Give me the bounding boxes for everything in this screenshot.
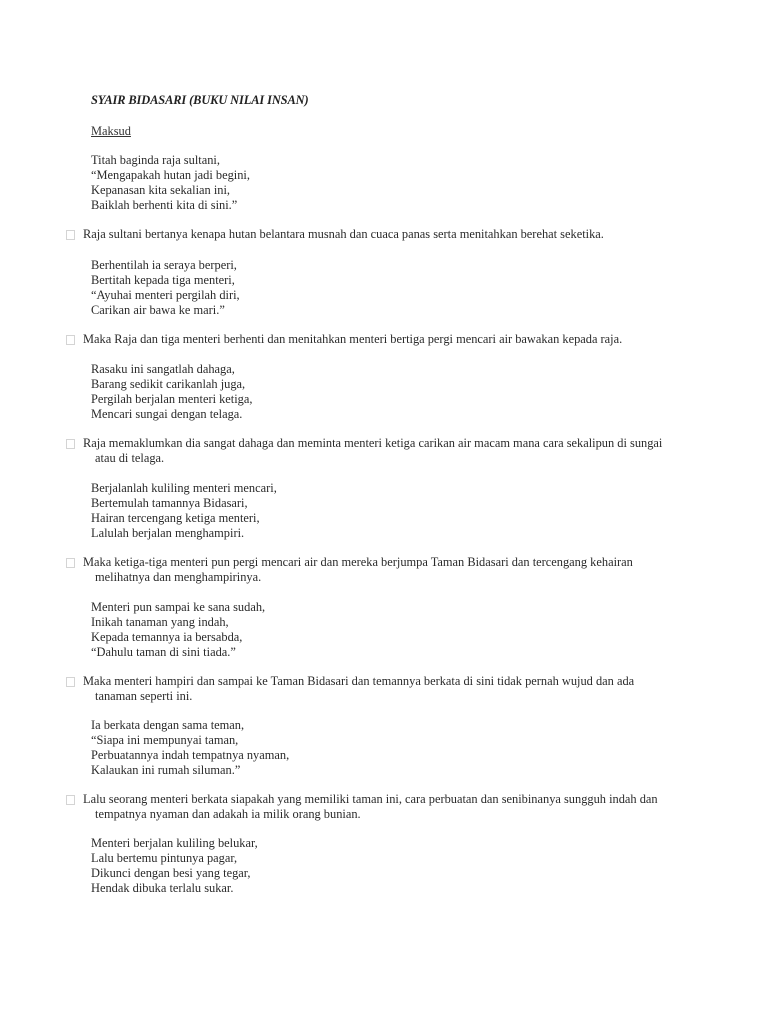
stanza-line: Hairan tercengang ketiga menteri, <box>91 511 260 525</box>
stanza-line: Lalu bertemu pintunya pagar, <box>91 851 238 865</box>
explanation-5 <box>66 674 678 704</box>
stanza-line: Baiklah berhenti kita di sini.” <box>91 198 238 212</box>
empty-square-bullet-icon <box>66 795 75 805</box>
stanza-4 <box>91 481 391 541</box>
explanation-text <box>83 227 678 242</box>
explanation-text <box>83 436 678 466</box>
stanza-line: “Mengapakah hutan jadi begini, <box>91 168 250 182</box>
empty-square-bullet-icon <box>66 335 75 345</box>
explanation-text <box>83 674 678 704</box>
explanation-line: Lalu seorang menteri berkata siapakah yang memiliki taman ini, cara perbuatan dan senibinanya sungguh indah dan <box>83 792 658 806</box>
explanation-line: tempatnya nyaman dan adakah ia milik orang bunian. <box>95 807 361 821</box>
stanza-line: “Ayuhai menteri pergilah diri, <box>91 288 240 302</box>
stanza-line: “Siapa ini mempunyai taman, <box>91 733 239 747</box>
explanation-line: tanaman seperti ini. <box>95 689 193 703</box>
explanation-text <box>83 555 678 585</box>
stanza-line: Inikah tanaman yang indah, <box>91 615 229 629</box>
empty-square-bullet-icon <box>66 558 75 568</box>
explanation-text <box>83 792 678 822</box>
explanation-2 <box>66 332 678 347</box>
stanza-2 <box>91 258 391 318</box>
document-title: SYAIR BIDASARI (BUKU NILAI INSAN) <box>91 93 309 107</box>
stanza-3 <box>91 362 391 422</box>
explanation-line: Maka menteri hampiri dan sampai ke Taman Bidasari dan temannya berkata di sini tidak pernah wujud dan ada <box>83 674 635 688</box>
stanza-line: Mencari sungai dengan telaga. <box>91 407 243 421</box>
stanza-line: Hendak dibuka terlalu sukar. <box>91 881 234 895</box>
stanza-line: Kalaukan ini rumah siluman.” <box>91 763 241 777</box>
stanza-line: Perbuatannya indah tempatnya nyaman, <box>91 748 290 762</box>
stanza-line: Berjalanlah kuliling menteri mencari, <box>91 481 277 495</box>
stanza-6 <box>91 718 391 778</box>
explanation-line: Maka ketiga-tiga menteri pun pergi mencari air dan mereka berjumpa Taman Bidasari dan tercengang kehairan <box>83 555 633 569</box>
explanation-4 <box>66 555 678 585</box>
explanation-line: Raja sultani bertanya kenapa hutan belantara musnah dan cuaca panas serta menitahkan berehat seketika. <box>83 227 604 241</box>
explanation-line: atau di telaga. <box>95 451 165 465</box>
stanza-line: Rasaku ini sangatlah dahaga, <box>91 362 235 376</box>
stanza-1 <box>91 153 391 213</box>
explanation-line: Maka Raja dan tiga menteri berhenti dan menitahkan menteri bertiga pergi mencari air bawakan kepada raja. <box>83 332 623 346</box>
explanation-line: melihatnya dan menghampirinya. <box>95 570 262 584</box>
stanza-line: Pergilah berjalan menteri ketiga, <box>91 392 253 406</box>
stanza-line: Menteri berjalan kuliling belukar, <box>91 836 258 850</box>
empty-square-bullet-icon <box>66 677 75 687</box>
stanza-line: Barang sedikit carikanlah juga, <box>91 377 246 391</box>
stanza-7 <box>91 836 391 896</box>
stanza-line: Carikan air bawa ke mari.” <box>91 303 225 317</box>
stanza-line: Ia berkata dengan sama teman, <box>91 718 245 732</box>
stanza-5 <box>91 600 391 660</box>
explanation-3 <box>66 436 678 466</box>
stanza-line: Kepanasan kita sekalian ini, <box>91 183 231 197</box>
empty-square-bullet-icon <box>66 230 75 240</box>
explanation-text <box>83 332 678 347</box>
stanza-line: “Dahulu taman di sini tiada.” <box>91 645 236 659</box>
explanation-line: Raja memaklumkan dia sangat dahaga dan meminta menteri ketiga carikan air macam mana cara sekalipun di sungai <box>83 436 663 450</box>
stanza-line: Titah baginda raja sultani, <box>91 153 220 167</box>
stanza-line: Dikunci dengan besi yang tegar, <box>91 866 251 880</box>
stanza-line: Menteri pun sampai ke sana sudah, <box>91 600 266 614</box>
empty-square-bullet-icon <box>66 439 75 449</box>
stanza-line: Berhentilah ia seraya berperi, <box>91 258 237 272</box>
stanza-line: Bertitah kepada tiga menteri, <box>91 273 235 287</box>
section-subheading: Maksud <box>91 124 131 138</box>
explanation-6 <box>66 792 678 822</box>
stanza-line: Kepada temannya ia bersabda, <box>91 630 243 644</box>
stanza-line: Lalulah berjalan menghampiri. <box>91 526 245 540</box>
explanation-1 <box>66 227 678 242</box>
stanza-line: Bertemulah tamannya Bidasari, <box>91 496 248 510</box>
